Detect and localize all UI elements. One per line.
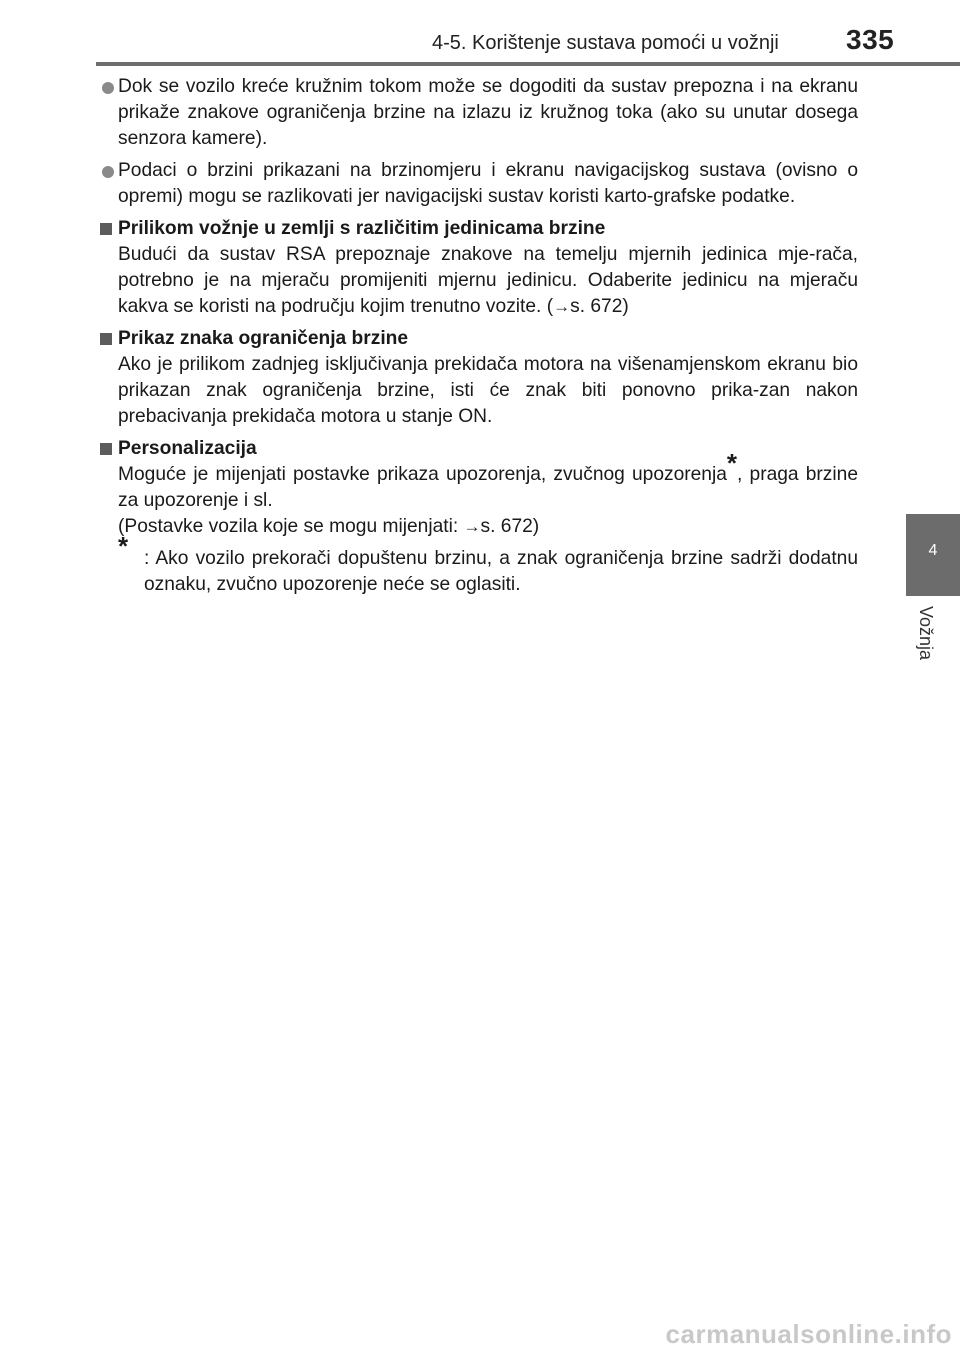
- page-content: [96, 74, 858, 598]
- body-line: [118, 514, 858, 540]
- header-rule: [96, 62, 960, 66]
- chapter-number: 4: [928, 542, 938, 559]
- footnote-star-icon: *: [726, 448, 738, 478]
- section-body: [96, 242, 858, 320]
- chapter-tab[interactable]: [906, 514, 960, 596]
- arrow-icon: →: [463, 517, 481, 536]
- chapter-title: Vožnja: [916, 606, 936, 661]
- page-reference-link[interactable]: s. 672): [570, 296, 629, 317]
- page-reference-link[interactable]: s. 672): [480, 516, 540, 537]
- section-heading: [96, 436, 858, 462]
- bullet-text: Podaci o brzini prikazani na brzinomjeru i ekranu navigacijskog sustava (ovisno o opremi) mogu se razlikovati jer navigacijski sustav koristi karto-grafske podatke.: [118, 160, 858, 207]
- watermark: carmanualsonline.info: [665, 1319, 952, 1349]
- body-text: Budući da sustav RSA prepoznaje znakove na temelju mjernih jedinica mje-rača, potrebno je na mjeraču promijeniti mjernu jedinicu. Odaberite jedinicu na mjeraču kakva se koristi na području kojim trenutno vozite. (: [118, 244, 858, 317]
- footnote-text: : Ako vozilo prekorači dopuštenu brzinu, a znak ograničenja brzine sadrži dodatnu oznaku, zvučno upozorenje neće se oglasiti.: [144, 548, 858, 595]
- footnote: * : Ako vozilo prekorači dopuštenu brzinu, a znak ograničenja brzine sadrži dodatnu oznaku, zvučno upozorenje neće se oglasiti.: [118, 531, 858, 595]
- section-heading: [96, 326, 858, 352]
- bullet-text: Dok se vozilo kreće kružnim tokom može se dogoditi da sustav prepozna i na ekranu prikaže znakove ograničenja brzine na izlazu iz kružnog toka (ako su unutar dosega senzora kamere).: [118, 76, 858, 149]
- heading-text: Prilikom vožnje u zemlji s različitim jedinicama brzine: [118, 218, 606, 239]
- body-text: (Postavke vozila koje se mogu mijenjati:: [118, 516, 464, 537]
- section-heading: [96, 216, 858, 242]
- section-title: 4-5. Korištenje sustava pomoći u vožnji: [432, 32, 779, 54]
- bullet-item: [96, 158, 858, 210]
- body-text: Ako je prilikom zadnjeg isključivanja prekidača motora na višenamjenskom ekranu bio prikazan znak ograničenja brzine, isti će znak biti ponovno prika-zan nakon prebacivanja prekidača motora u stanje ON.: [118, 354, 858, 427]
- page-number: 335: [846, 24, 895, 55]
- section-body: [96, 352, 858, 430]
- arrow-icon: →: [553, 297, 571, 316]
- bullet-item: [96, 74, 858, 152]
- heading-text: Personalizacija: [118, 438, 257, 459]
- body-text: Moguće je mijenjati postavke prikaza upozorenja, zvučnog upozorenja: [118, 464, 727, 485]
- heading-text: Prikaz znaka ograničenja brzine: [118, 328, 409, 349]
- page-header: [0, 0, 960, 62]
- body-text: , praga brzine za upozorenje i sl.: [118, 464, 858, 511]
